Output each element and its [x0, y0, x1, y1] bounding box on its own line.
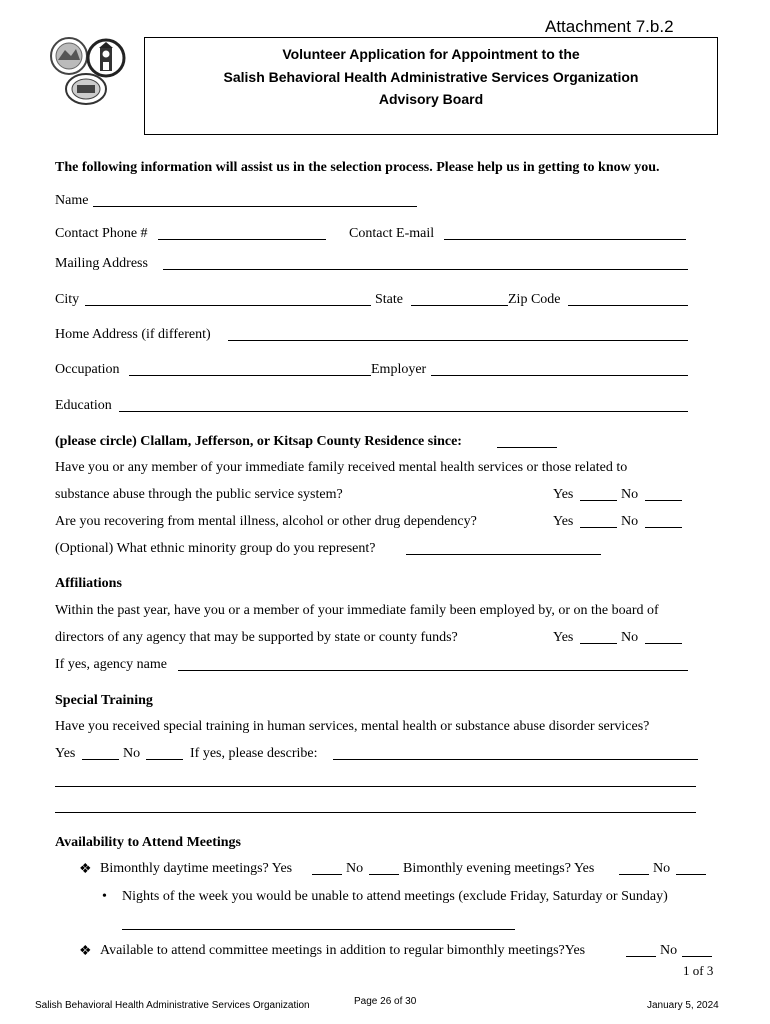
occupation-field[interactable] — [129, 375, 371, 376]
training-describe-label: If yes, please describe: — [190, 746, 318, 761]
affiliations-yes-field[interactable] — [580, 643, 617, 644]
state-label: State — [375, 292, 403, 307]
city-field[interactable] — [85, 305, 371, 306]
affiliations-question-line1: Within the past year, have you or a member of your immediate family been employed by, or on the board of — [55, 603, 659, 618]
agency-name-label: If yes, agency name — [55, 657, 167, 672]
diamond-bullet-icon: ❖ — [79, 944, 92, 959]
nights-question: Nights of the week you would be unable to attend meetings (exclude Friday, Saturday or Sunday) — [122, 889, 668, 904]
training-no-field[interactable] — [146, 759, 183, 760]
intro-text: The following information will assist us in the selection process. Please help us in getting to know you. — [55, 160, 660, 175]
footer-page: Page 26 of 30 — [354, 996, 417, 1007]
bimonthly-evening-no-field[interactable] — [676, 874, 706, 875]
contact-phone-label: Contact Phone # — [55, 226, 148, 241]
recovering-question: Are you recovering from mental illness, alcohol or other drug dependency? — [55, 514, 477, 529]
bimonthly-evening-yes-field[interactable] — [619, 874, 649, 875]
training-describe-line-3[interactable] — [55, 812, 696, 813]
bimonthly-evening-no-label: No — [653, 861, 671, 876]
agency-name-field[interactable] — [178, 670, 688, 671]
employer-field[interactable] — [431, 375, 688, 376]
diamond-bullet-icon: ❖ — [79, 862, 92, 877]
affiliations-no-label: No — [621, 630, 639, 645]
mailing-address-label: Mailing Address — [55, 256, 148, 271]
bimonthly-day-no-label: No — [346, 861, 364, 876]
residence-since-field[interactable] — [497, 447, 557, 448]
attachment-label: Attachment 7.b.2 — [545, 17, 674, 36]
footer-date: January 5, 2024 — [647, 1000, 719, 1011]
zip-label: Zip Code — [508, 292, 561, 307]
training-no-label: No — [123, 746, 141, 761]
training-describe-line-2[interactable] — [55, 786, 696, 787]
affiliations-no-field[interactable] — [645, 643, 682, 644]
city-label: City — [55, 292, 80, 307]
training-yes-label: Yes — [55, 746, 76, 761]
residence-label: (please circle) Clallam, Jefferson, or Kitsap County Residence since: — [55, 434, 462, 449]
page-of-label: 1 of 3 — [683, 963, 714, 978]
recovering-no-field[interactable] — [645, 527, 682, 528]
mh-question-line2: substance abuse through the public service system? — [55, 487, 343, 502]
ethnic-question: (Optional) What ethnic minority group do you represent? — [55, 541, 376, 556]
nights-field[interactable] — [122, 929, 515, 930]
affiliations-heading: Affiliations — [55, 576, 122, 591]
committee-label: Available to attend committee meetings in addition to regular bimonthly meetings?Yes — [100, 943, 586, 958]
state-field[interactable] — [411, 305, 508, 306]
bimonthly-evening-label: Bimonthly evening meetings? Yes — [403, 861, 595, 876]
contact-phone-field[interactable] — [158, 239, 326, 240]
recovering-yes-field[interactable] — [580, 527, 617, 528]
employer-label: Employer — [371, 362, 427, 377]
mh-question-line1: Have you or any member of your immediate family received mental health services or those related to — [55, 460, 628, 475]
name-field[interactable] — [93, 206, 417, 207]
committee-no-field[interactable] — [682, 956, 712, 957]
bullet-icon: • — [102, 889, 107, 904]
home-address-label: Home Address (if different) — [55, 327, 211, 342]
committee-no-label: No — [660, 943, 678, 958]
occupation-label: Occupation — [55, 362, 120, 377]
contact-email-field[interactable] — [444, 239, 686, 240]
training-heading: Special Training — [55, 693, 153, 708]
availability-heading: Availability to Attend Meetings — [55, 835, 242, 850]
training-question: Have you received special training in human services, mental health or substance abuse disorder services? — [55, 719, 650, 734]
bimonthly-day-no-field[interactable] — [369, 874, 399, 875]
training-yes-field[interactable] — [82, 759, 119, 760]
title-line-3: Advisory Board — [378, 91, 484, 107]
mh-no-field[interactable] — [645, 500, 682, 501]
education-label: Education — [55, 398, 112, 413]
home-address-field[interactable] — [228, 340, 688, 341]
committee-yes-field[interactable] — [626, 956, 656, 957]
mh-yes-field[interactable] — [580, 500, 617, 501]
ethnic-field[interactable] — [406, 554, 601, 555]
mailing-address-field[interactable] — [163, 269, 688, 270]
bimonthly-day-yes-field[interactable] — [312, 874, 342, 875]
footer-org: Salish Behavioral Health Administrative Services Organization — [35, 1000, 310, 1011]
recovering-no-label: No — [621, 514, 639, 529]
title-box — [144, 37, 718, 135]
title-line-1: Volunteer Application for Appointment to the — [282, 46, 580, 62]
county-seal-icon — [64, 72, 108, 106]
contact-email-label: Contact E-mail — [349, 226, 435, 241]
affiliations-yes-label: Yes — [553, 630, 574, 645]
county-seal-icon — [49, 36, 89, 76]
mh-no-label: No — [621, 487, 639, 502]
training-describe-field[interactable] — [333, 759, 698, 760]
education-field[interactable] — [119, 411, 688, 412]
mh-yes-label: Yes — [553, 487, 574, 502]
zip-field[interactable] — [568, 305, 688, 306]
bimonthly-day-label: Bimonthly daytime meetings? Yes — [100, 861, 293, 876]
affiliations-question-line2: directors of any agency that may be supported by state or county funds? — [55, 630, 458, 645]
name-label: Name — [55, 193, 89, 208]
title-line-2: Salish Behavioral Health Administrative Services Organization — [223, 69, 639, 85]
recovering-yes-label: Yes — [553, 514, 574, 529]
